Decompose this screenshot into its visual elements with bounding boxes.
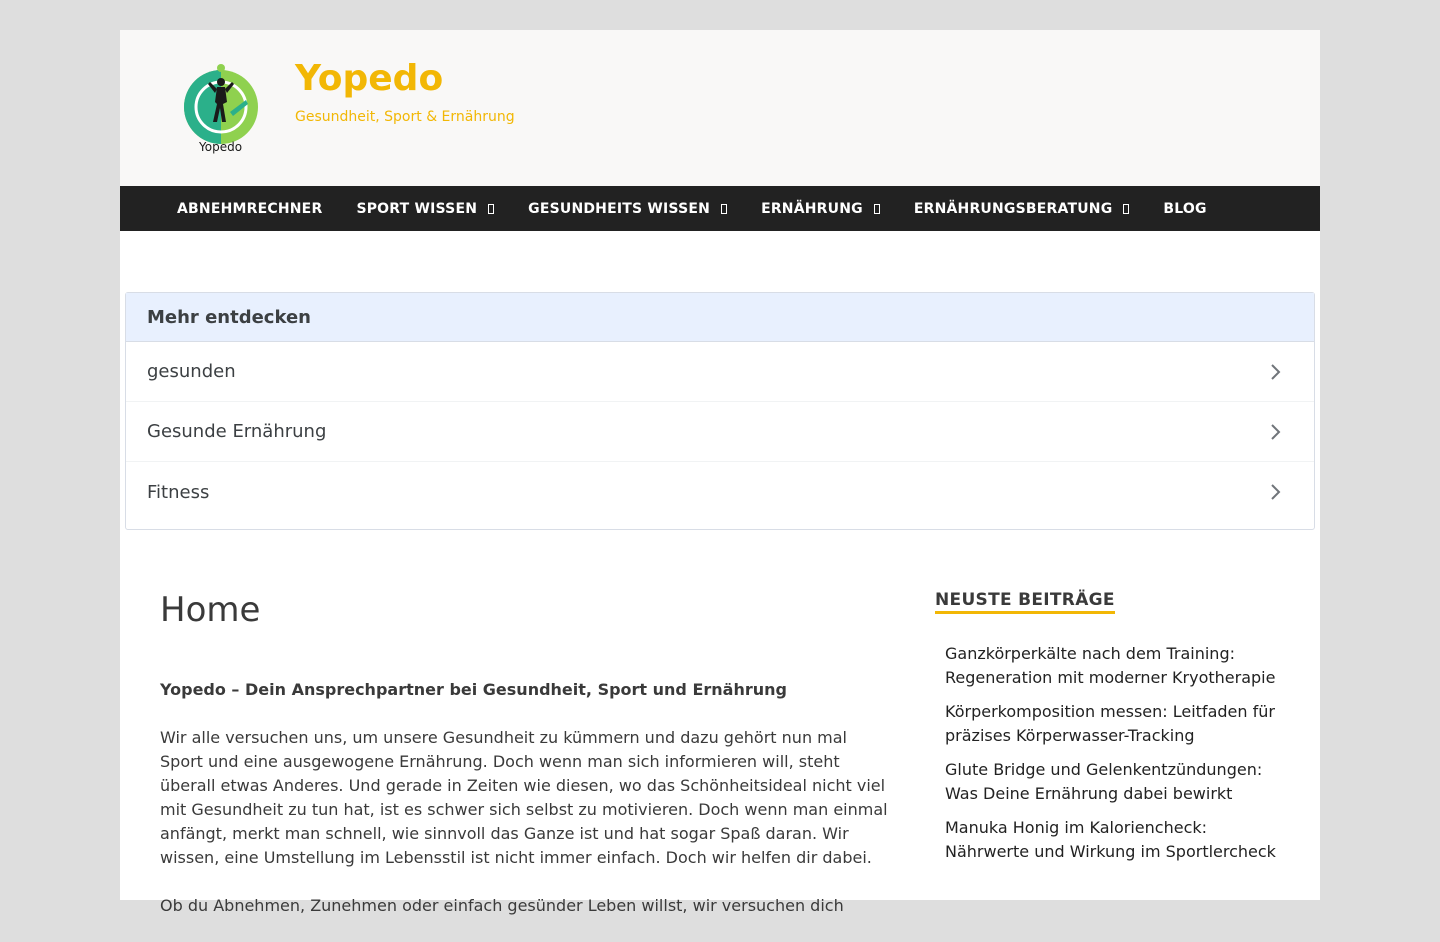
page-title: Home: [160, 590, 261, 630]
page-container: [120, 30, 1320, 915]
dropdown-caret-icon: [874, 204, 880, 214]
site-logo[interactable]: [180, 60, 272, 156]
site-tagline: Gesundheit, Sport & Ernährung: [295, 109, 515, 125]
recent-post-link[interactable]: Glute Bridge und Gelenkentzündungen: Was Deine Ernährung dabei bewirkt: [945, 760, 1263, 803]
nav-item-label: ABNEHMRECHNER: [177, 200, 323, 217]
main-navigation: [120, 186, 1320, 231]
nav-item-label: SPORT WISSEN: [356, 200, 478, 217]
nav-item-ernaehrung[interactable]: [744, 186, 897, 231]
nav-item-ernaehrungsberatung[interactable]: [897, 186, 1147, 231]
nav-item-label: GESUNDHEITS WISSEN: [528, 200, 711, 217]
sidebar: [935, 590, 1280, 874]
nav-item-sport-wissen[interactable]: [339, 186, 511, 231]
discover-item-gesunden[interactable]: [126, 342, 1314, 402]
discover-item-fitness[interactable]: [126, 462, 1314, 522]
site-title[interactable]: Yopedo: [295, 58, 444, 99]
discover-item-label: Gesunde Ernährung: [147, 421, 327, 442]
main-content: [160, 590, 890, 942]
intro-paragraph: Ob du Abnehmen, Zunehmen oder einfach gesünder Leben willst, wir versuchen dich: [160, 896, 844, 915]
dropdown-caret-icon: [488, 204, 494, 214]
nav-item-label: ERNÄHRUNG: [761, 200, 863, 217]
dropdown-caret-icon: [1123, 204, 1129, 214]
discover-item-label: gesunden: [147, 361, 236, 382]
discover-heading: Mehr entdecken: [126, 293, 1314, 342]
recent-post-link[interactable]: Manuka Honig im Kaloriencheck: Nährwerte und Wirkung im Sportlercheck: [945, 818, 1276, 861]
dropdown-caret-icon: [721, 204, 727, 214]
chevron-right-icon: [1266, 363, 1284, 381]
nav-item-blog[interactable]: [1146, 186, 1223, 231]
chevron-right-icon: [1266, 483, 1284, 501]
logo-text: Yopedo: [199, 140, 243, 154]
discover-more-box: [125, 292, 1315, 530]
discover-item-gesunde-ernaehrung[interactable]: [126, 402, 1314, 462]
chevron-right-icon: [1266, 423, 1284, 441]
site-header: [120, 30, 1320, 186]
recent-post-link[interactable]: Körperkomposition messen: Leitfaden für präzises Körperwasser-Tracking: [945, 702, 1275, 745]
nav-item-label: ERNÄHRUNGSBERATUNG: [913, 200, 1113, 217]
nav-item-abnehmrechner[interactable]: [160, 186, 339, 231]
nav-item-gesundheits-wissen[interactable]: [511, 186, 744, 231]
discover-item-label: Fitness: [147, 481, 210, 503]
recent-post-link[interactable]: Ganzkörperkälte nach dem Training: Regeneration mit moderner Kryotherapie: [945, 644, 1276, 687]
intro-lead: Yopedo – Dein Ansprechpartner bei Gesundheit, Sport und Ernährung: [160, 680, 787, 699]
nav-item-label: BLOG: [1163, 200, 1207, 217]
recent-posts-title: NEUSTE BEITRÄGE: [935, 590, 1115, 614]
intro-paragraph: Wir alle versuchen uns, um unsere Gesundheit zu kümmern und dazu gehört nun mal Sport und eine ausgewogene Ernährung. Doch wenn man sich informieren will, steht überall etwas Anderes. Und gerade in Zeiten wie diesen, wo das Schönheitsideal nicht viel mit Gesundheit zu tun hat, ist es schwer sich selbst zu motivieren. Doch wenn man einmal anfängt, merkt man schnell, wie sinnvoll das Ganze ist und hat sogar Spaß daran. Wir wissen, eine Umstellung im Lebensstil ist nicht immer einfach. Doch wir helfen dir dabei.: [160, 728, 888, 867]
